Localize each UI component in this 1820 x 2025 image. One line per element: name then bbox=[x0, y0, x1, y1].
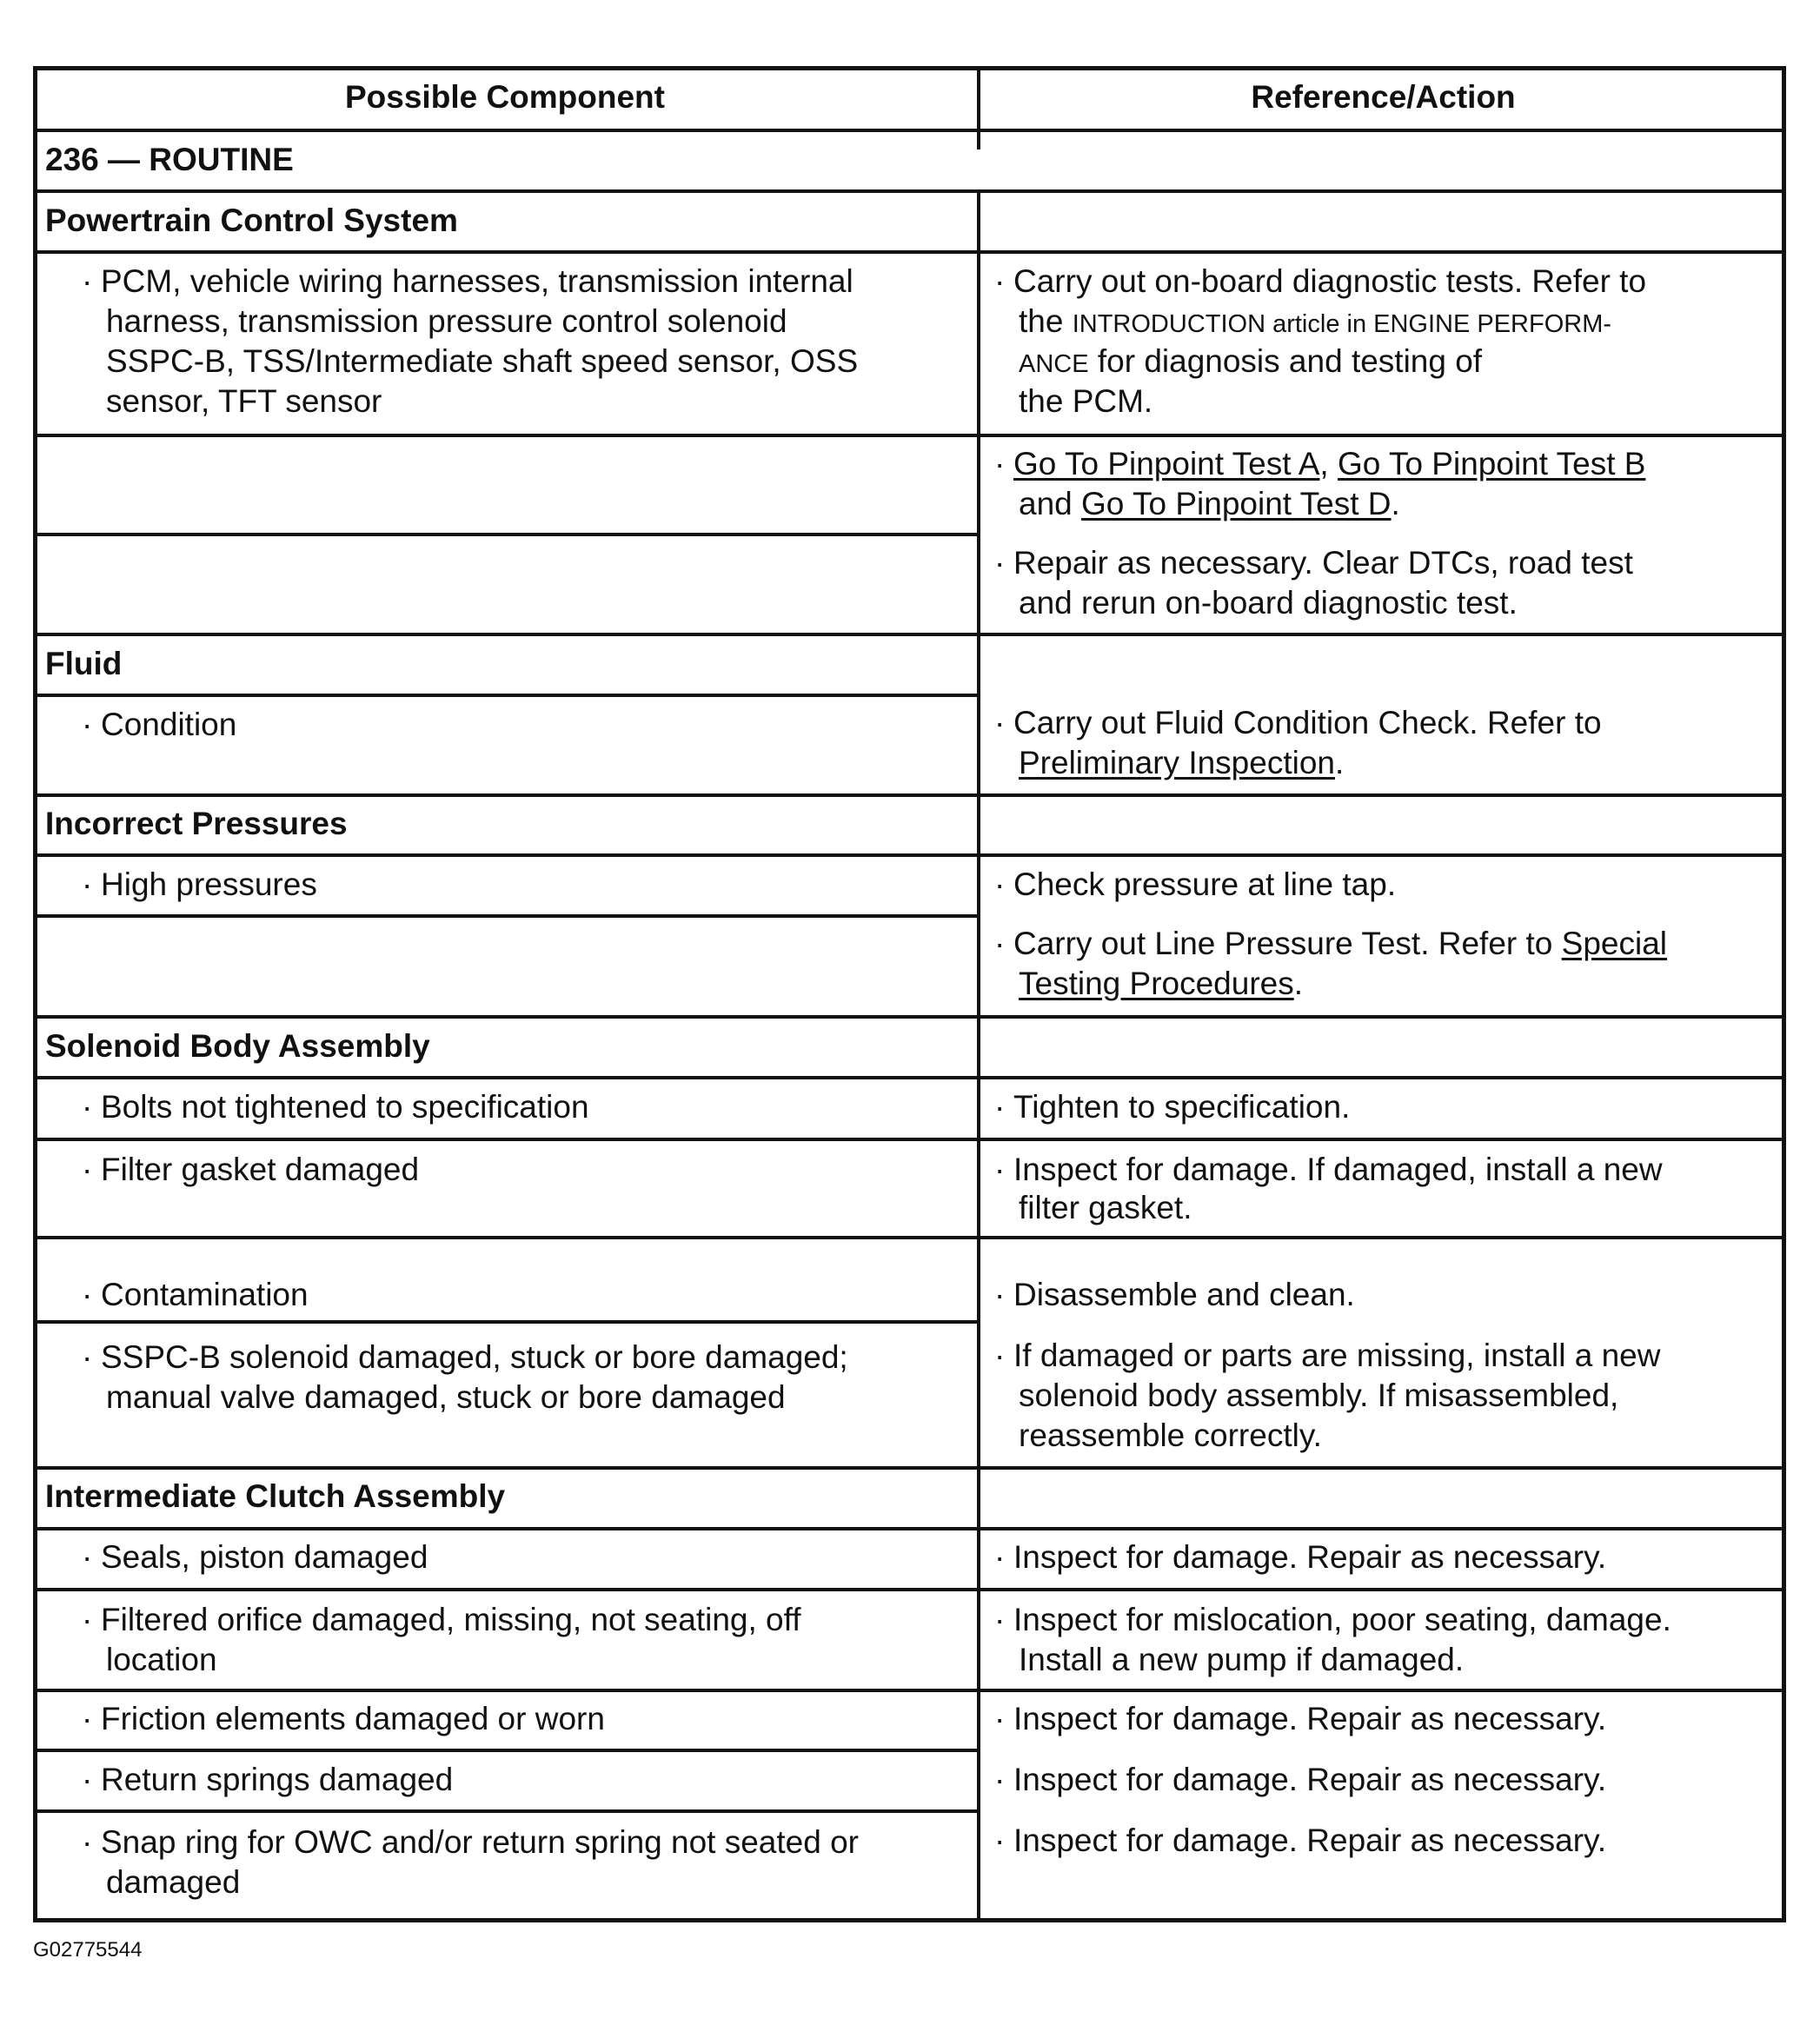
bullet-dot: · bbox=[994, 705, 1006, 740]
component-line: PCM, vehicle wiring harnesses, transmission internal bbox=[101, 263, 854, 299]
link-pinpoint-test-d[interactable]: Go To Pinpoint Test D bbox=[1081, 486, 1392, 521]
action-line: and rerun on-board diagnostic test. bbox=[1019, 585, 1518, 621]
action-line: filter gasket. bbox=[1019, 1190, 1192, 1225]
component-line: Friction elements damaged or worn bbox=[101, 1701, 605, 1736]
row-divider bbox=[33, 1527, 1786, 1530]
bullet-dot: · bbox=[82, 1539, 93, 1575]
row-divider bbox=[33, 914, 979, 918]
bullet-dot: · bbox=[82, 1089, 93, 1125]
row-divider bbox=[33, 853, 1786, 857]
link-special-testing-procedures[interactable]: Special bbox=[1561, 926, 1668, 961]
row-divider bbox=[33, 1236, 1786, 1239]
component-line: Condition bbox=[101, 707, 237, 742]
action-line: Disassemble and clean. bbox=[1013, 1277, 1355, 1312]
bullet-dot: · bbox=[994, 1701, 1006, 1736]
bullet-dot: · bbox=[994, 1762, 1006, 1797]
column-header-component: Possible Component bbox=[345, 79, 665, 115]
row-divider bbox=[33, 1015, 1786, 1019]
bullet-dot: · bbox=[82, 1152, 93, 1187]
component-line: harness, transmission pressure control solenoid bbox=[106, 303, 787, 339]
column-divider bbox=[977, 189, 980, 1922]
section-title-pressures: Incorrect Pressures bbox=[45, 806, 348, 841]
action-line: Inspect for damage. Repair as necessary. bbox=[1013, 1539, 1607, 1575]
row-divider bbox=[33, 1588, 1786, 1591]
bullet-dot: · bbox=[994, 926, 1006, 961]
component-line: Filtered orifice damaged, missing, not seating, off bbox=[101, 1602, 801, 1637]
article-reference: ANCE bbox=[1019, 350, 1089, 378]
bullet-dot: · bbox=[994, 866, 1006, 902]
action-line: Inspect for damage. Repair as necessary. bbox=[1013, 1701, 1607, 1736]
action-line: Carry out on-board diagnostic tests. Refer to bbox=[1013, 263, 1647, 299]
bullet-dot: · bbox=[994, 1338, 1006, 1373]
section-title-solenoid: Solenoid Body Assembly bbox=[45, 1028, 430, 1064]
action-line: the PCM. bbox=[1019, 383, 1153, 419]
action-line: Inspect for mislocation, poor seating, damage. bbox=[1013, 1602, 1671, 1637]
bullet-dot: · bbox=[82, 707, 93, 742]
bullet-dot: · bbox=[82, 1339, 93, 1375]
row-divider bbox=[33, 1138, 1786, 1141]
diagnosis-table bbox=[33, 66, 1786, 1922]
action-line: Go To Pinpoint Test A, Go To Pinpoint Test B bbox=[1013, 446, 1646, 481]
action-line: and Go To Pinpoint Test D. bbox=[1019, 486, 1400, 521]
row-divider bbox=[33, 250, 1786, 254]
row-divider bbox=[33, 1466, 1786, 1470]
column-header-action: Reference/Action bbox=[1251, 79, 1516, 115]
component-line: Contamination bbox=[101, 1277, 309, 1312]
action-line: Inspect for damage. Repair as necessary. bbox=[1013, 1762, 1607, 1797]
row-divider bbox=[33, 1809, 979, 1813]
component-line: Snap ring for OWC and/or return spring not seated or bbox=[101, 1824, 859, 1860]
component-line: Filter gasket damaged bbox=[101, 1152, 420, 1187]
component-line: SSPC-B solenoid damaged, stuck or bore damaged; bbox=[101, 1339, 848, 1375]
action-line: Carry out Fluid Condition Check. Refer to bbox=[1013, 705, 1602, 740]
action-line: Install a new pump if damaged. bbox=[1019, 1642, 1465, 1677]
bullet-dot: · bbox=[994, 1152, 1006, 1187]
bullet-dot: · bbox=[994, 1539, 1006, 1575]
article-reference: INTRODUCTION article in ENGINE PERFORM- bbox=[1072, 310, 1612, 338]
figure-id: G02775544 bbox=[33, 1938, 143, 1962]
component-line: Return springs damaged bbox=[101, 1762, 454, 1797]
bullet-dot: · bbox=[82, 1701, 93, 1736]
bullet-dot: · bbox=[994, 1602, 1006, 1637]
action-line: Carry out Line Pressure Test. Refer to Special bbox=[1013, 926, 1668, 961]
action-line: Testing Procedures. bbox=[1019, 966, 1304, 1001]
action-line: Preliminary Inspection. bbox=[1019, 745, 1345, 780]
bullet-dot: · bbox=[82, 1824, 93, 1860]
link-preliminary-inspection[interactable]: Preliminary Inspection bbox=[1019, 745, 1335, 780]
section-title-fluid: Fluid bbox=[45, 646, 123, 681]
row-divider bbox=[33, 533, 979, 536]
bullet-dot: · bbox=[994, 446, 1006, 481]
bullet-dot: · bbox=[994, 545, 1006, 581]
link-pinpoint-test-a[interactable]: Go To Pinpoint Test A bbox=[1013, 446, 1320, 481]
action-line: Tighten to specification. bbox=[1013, 1089, 1351, 1125]
row-divider bbox=[33, 1749, 979, 1752]
bullet-dot: · bbox=[994, 263, 1006, 299]
row-divider bbox=[33, 434, 1786, 437]
bullet-dot: · bbox=[82, 1602, 93, 1637]
bullet-dot: · bbox=[82, 866, 93, 902]
component-line: Seals, piston damaged bbox=[101, 1539, 428, 1575]
component-line: sensor, TFT sensor bbox=[106, 383, 382, 419]
bullet-dot: · bbox=[82, 263, 93, 299]
row-divider bbox=[33, 189, 1786, 193]
action-line: ANCE for diagnosis and testing of bbox=[1019, 343, 1483, 379]
bullet-dot: · bbox=[82, 1277, 93, 1312]
component-line: High pressures bbox=[101, 866, 317, 902]
bullet-dot: · bbox=[994, 1277, 1006, 1312]
bullet-dot: · bbox=[82, 1762, 93, 1797]
row-divider bbox=[33, 793, 1786, 797]
link-pinpoint-test-b[interactable]: Go To Pinpoint Test B bbox=[1337, 446, 1646, 481]
action-line: Inspect for damage. If damaged, install a new bbox=[1013, 1152, 1663, 1187]
link-special-testing-procedures[interactable]: Testing Procedures bbox=[1019, 966, 1294, 1001]
component-line: Bolts not tightened to specification bbox=[101, 1089, 589, 1125]
row-divider bbox=[33, 1320, 979, 1324]
row-divider bbox=[33, 1076, 1786, 1079]
component-line: location bbox=[106, 1642, 217, 1677]
bullet-dot: · bbox=[994, 1822, 1006, 1858]
action-line: Repair as necessary. Clear DTCs, road test bbox=[1013, 545, 1633, 581]
routine-heading: 236 — ROUTINE bbox=[45, 142, 294, 177]
row-divider bbox=[33, 1689, 1786, 1692]
action-line: the INTRODUCTION article in ENGINE PERFORM- bbox=[1019, 303, 1612, 339]
action-line: Inspect for damage. Repair as necessary. bbox=[1013, 1822, 1607, 1858]
component-line: SSPC-B, TSS/Intermediate shaft speed sensor, OSS bbox=[106, 343, 859, 379]
bullet-dot: · bbox=[994, 1089, 1006, 1125]
component-line: damaged bbox=[106, 1864, 241, 1900]
section-title-powertrain: Powertrain Control System bbox=[45, 202, 458, 238]
row-divider bbox=[33, 633, 1786, 636]
section-title-clutch: Intermediate Clutch Assembly bbox=[45, 1478, 506, 1514]
component-line: manual valve damaged, stuck or bore damaged bbox=[106, 1379, 786, 1415]
action-line: reassemble correctly. bbox=[1019, 1418, 1322, 1453]
action-line: If damaged or parts are missing, install a new bbox=[1013, 1338, 1661, 1373]
row-divider bbox=[33, 694, 979, 697]
action-line: solenoid body assembly. If misassembled, bbox=[1019, 1378, 1619, 1413]
action-line: Check pressure at line tap. bbox=[1013, 866, 1397, 902]
row-divider bbox=[33, 129, 1786, 132]
